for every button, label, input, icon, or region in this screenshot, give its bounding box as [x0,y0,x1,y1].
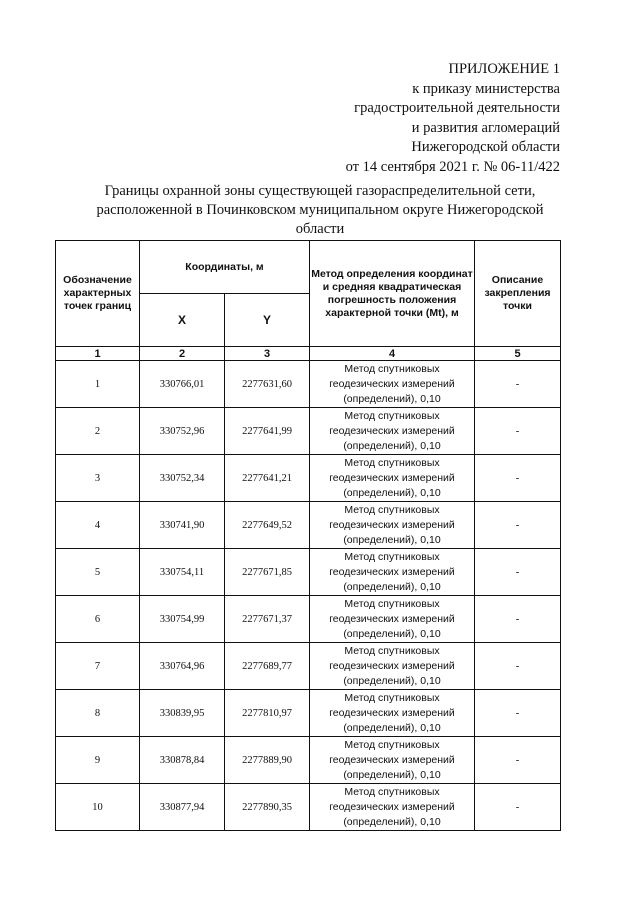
table-row [56,455,561,502]
method-line: (определений), 0,10 [343,533,441,546]
document-title [50,182,590,239]
method-line: Метод спутниковых [344,409,440,422]
method-line: (определений), 0,10 [343,815,441,828]
method-line: Метод спутниковых [344,644,440,657]
x-coordinate-cell: 330752,34 [140,455,225,502]
y-coordinate-cell: 2277890,35 [225,784,310,831]
point-number-cell: 1 [56,361,140,408]
method-cell [310,784,475,831]
method-line: геодезических измерений [329,706,455,719]
appendix-line: градостроительной деятельности [354,100,560,116]
description-cell: - [475,502,561,549]
method-cell [310,549,475,596]
method-line: (определений), 0,10 [343,439,441,452]
x-coordinate-cell: 330754,11 [140,549,225,596]
description-cell: - [475,784,561,831]
method-line: (определений), 0,10 [343,721,441,734]
x-coordinate-cell: 330766,01 [140,361,225,408]
y-coordinate-cell: 2277649,52 [225,502,310,549]
title-line: Границы охранной зоны существующей газораспределительной сети, [104,183,536,199]
method-line: геодезических измерений [329,800,455,813]
method-cell [310,737,475,784]
method-line: (определений), 0,10 [343,627,441,640]
method-line: Метод спутниковых [344,597,440,610]
header-x: X [140,294,225,347]
header-designation: Обозначение характерных точек границ [56,241,140,347]
table-row [56,549,561,596]
column-number: 2 [140,347,225,361]
description-cell: - [475,690,561,737]
method-line: Метод спутниковых [344,785,440,798]
table-row [56,408,561,455]
description-cell: - [475,737,561,784]
table-row [56,737,561,784]
y-coordinate-cell: 2277641,21 [225,455,310,502]
method-line: (определений), 0,10 [343,392,441,405]
y-coordinate-cell: 2277810,97 [225,690,310,737]
appendix-title: ПРИЛОЖЕНИЕ 1 [448,61,560,77]
table-row [56,784,561,831]
method-line: Метод спутниковых [344,550,440,563]
table-row [56,361,561,408]
header-coordinates: Координаты, м [140,241,310,294]
method-cell [310,408,475,455]
method-cell [310,502,475,549]
method-cell [310,690,475,737]
method-line: геодезических измерений [329,424,455,437]
point-number-cell: 3 [56,455,140,502]
header-description: Описание закрепления точки [475,241,561,347]
x-coordinate-cell: 330877,94 [140,784,225,831]
y-coordinate-cell: 2277889,90 [225,737,310,784]
method-line: геодезических измерений [329,753,455,766]
x-coordinate-cell: 330764,96 [140,643,225,690]
header-y: Y [225,294,310,347]
method-line: Метод спутниковых [344,362,440,375]
method-line: Метод спутниковых [344,738,440,751]
x-coordinate-cell: 330839,95 [140,690,225,737]
method-line: геодезических измерений [329,377,455,390]
method-line: (определений), 0,10 [343,768,441,781]
appendix-header [260,60,560,177]
y-coordinate-cell: 2277671,85 [225,549,310,596]
point-number-cell: 6 [56,596,140,643]
method-line: геодезических измерений [329,565,455,578]
method-line: Метод спутниковых [344,456,440,469]
title-line: расположенной в Починковском муниципальном округе Нижегородской [96,202,544,218]
method-cell [310,361,475,408]
description-cell: - [475,596,561,643]
appendix-line: Нижегородской области [411,139,560,155]
method-line: геодезических измерений [329,471,455,484]
description-cell: - [475,643,561,690]
column-number: 4 [310,347,475,361]
point-number-cell: 2 [56,408,140,455]
x-coordinate-cell: 330878,84 [140,737,225,784]
boundary-points-table [55,240,561,831]
y-coordinate-cell: 2277671,37 [225,596,310,643]
description-cell: - [475,408,561,455]
appendix-line: к приказу министерства [412,80,560,97]
point-number-cell: 8 [56,690,140,737]
y-coordinate-cell: 2277641,99 [225,408,310,455]
table-row [56,596,561,643]
point-number-cell: 10 [56,784,140,831]
method-line: Метод спутниковых [344,691,440,704]
method-line: (определений), 0,10 [343,674,441,687]
method-line: геодезических измерений [329,612,455,625]
x-coordinate-cell: 330752,96 [140,408,225,455]
method-line: геодезических измерений [329,518,455,531]
method-line: (определений), 0,10 [343,580,441,593]
table-row [56,502,561,549]
table-body [56,361,561,831]
appendix-line: и развития агломераций [411,119,560,136]
description-cell: - [475,549,561,596]
title-line: области [295,221,345,237]
point-number-cell: 7 [56,643,140,690]
method-line: Метод спутниковых [344,503,440,516]
description-cell: - [475,361,561,408]
x-coordinate-cell: 330741,90 [140,502,225,549]
y-coordinate-cell: 2277631,60 [225,361,310,408]
appendix-date-number: от 14 сентября 2021 г. № 06-11/422 [345,158,560,175]
method-cell [310,643,475,690]
method-line: (определений), 0,10 [343,486,441,499]
point-number-cell: 9 [56,737,140,784]
x-coordinate-cell: 330754,99 [140,596,225,643]
method-cell [310,596,475,643]
table-row [56,690,561,737]
method-line: геодезических измерений [329,659,455,672]
description-cell: - [475,455,561,502]
point-number-cell: 5 [56,549,140,596]
header-method: Метод определения координат и средняя квадратическая погрешность положения характерной точки (Mt), м [310,241,475,347]
point-number-cell: 4 [56,502,140,549]
method-cell [310,455,475,502]
table-row [56,643,561,690]
column-number: 5 [475,347,561,361]
column-number: 1 [56,347,140,361]
column-number: 3 [225,347,310,361]
y-coordinate-cell: 2277689,77 [225,643,310,690]
